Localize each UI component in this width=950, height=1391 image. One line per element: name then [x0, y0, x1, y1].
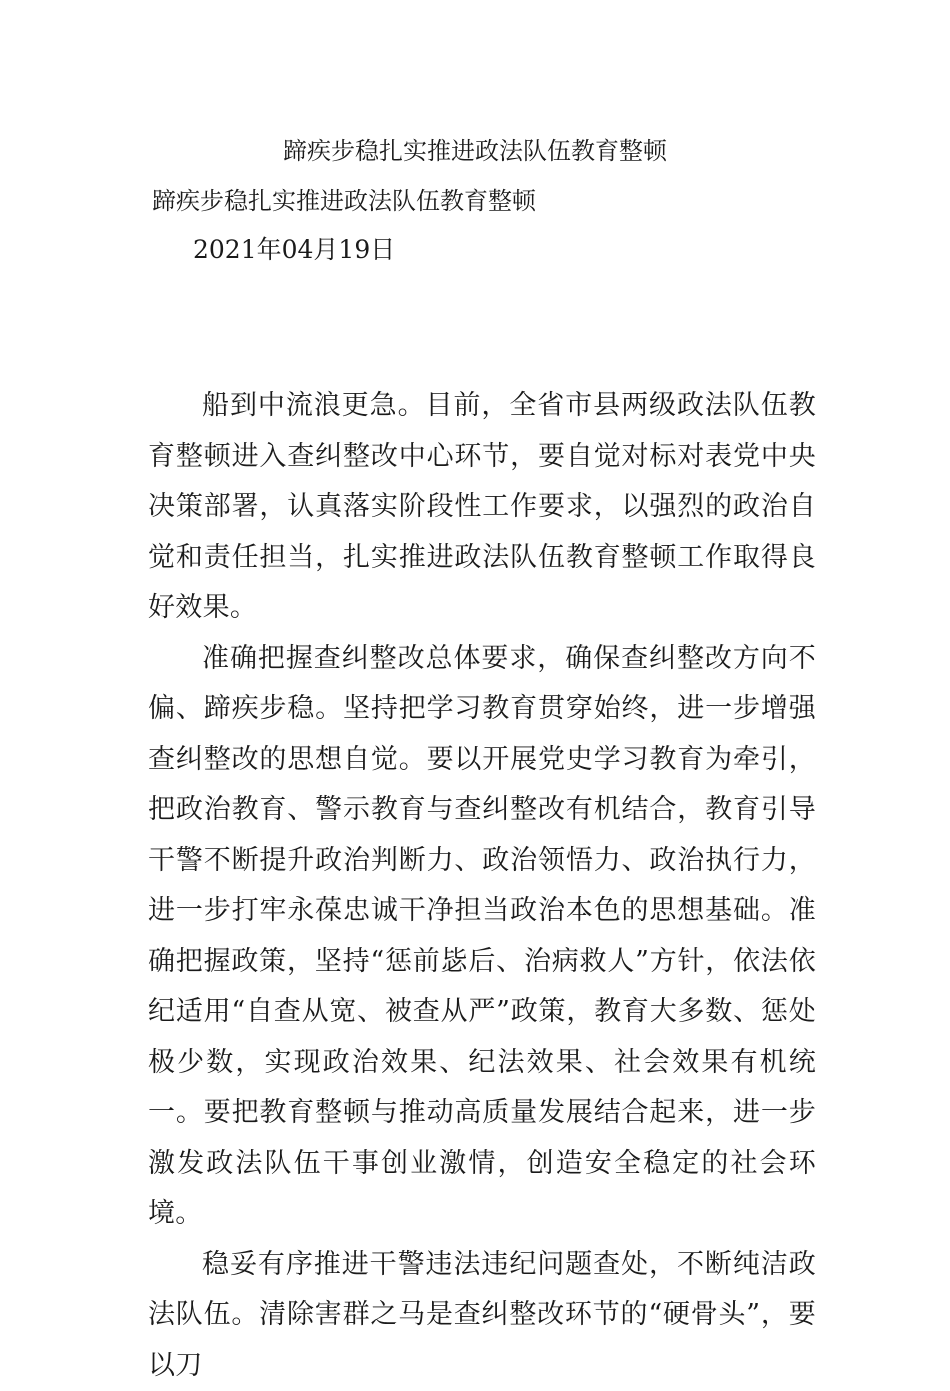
- paragraph: 稳妥有序推进干警违法违纪问题查处，不断纯洁政法队伍。清除害群之马是查纠整改环节的“硬骨头”，要以刀: [148, 1240, 816, 1391]
- paragraph: 船到中流浪更急。目前，全省市县两级政法队伍教育整顿进入查纠整改中心环节，要自觉对标对表党中央决策部署，认真落实阶段性工作要求，以强烈的政治自觉和责任担当，扎实推进政法队伍教育整顿工作取得良好效果。: [148, 381, 816, 634]
- document-title: 蹄疾步稳扎实推进政法队伍教育整顿: [0, 133, 950, 169]
- paragraph: 准确把握查纠整改总体要求，确保查纠整改方向不偏、蹄疾步稳。坚持把学习教育贯穿始终，进一步增强查纠整改的思想自觉。要以开展党史学习教育为牵引，把政治教育、警示教育与查纠整改有机结合，教育引导干警不断提升政治判断力、政治领悟力、政治执行力，进一步打牢永葆忠诚干净担当政治本色的思想基础。准确把握政策，坚持“惩前毖后、治病救人”方针，依法依纪适用“自查从宽、被查从严”政策，教育大多数、惩处极少数，实现政治效果、纪法效果、社会效果有机统一。要把教育整顿与推动高质量发展结合起来，进一步激发政法队伍干事创业激情，创造安全稳定的社会环境。: [148, 634, 816, 1240]
- document-body: [148, 381, 816, 1391]
- document-subtitle: 蹄疾步稳扎实推进政法队伍教育整顿: [152, 183, 536, 219]
- document-date: 2021年04月19日: [193, 231, 395, 269]
